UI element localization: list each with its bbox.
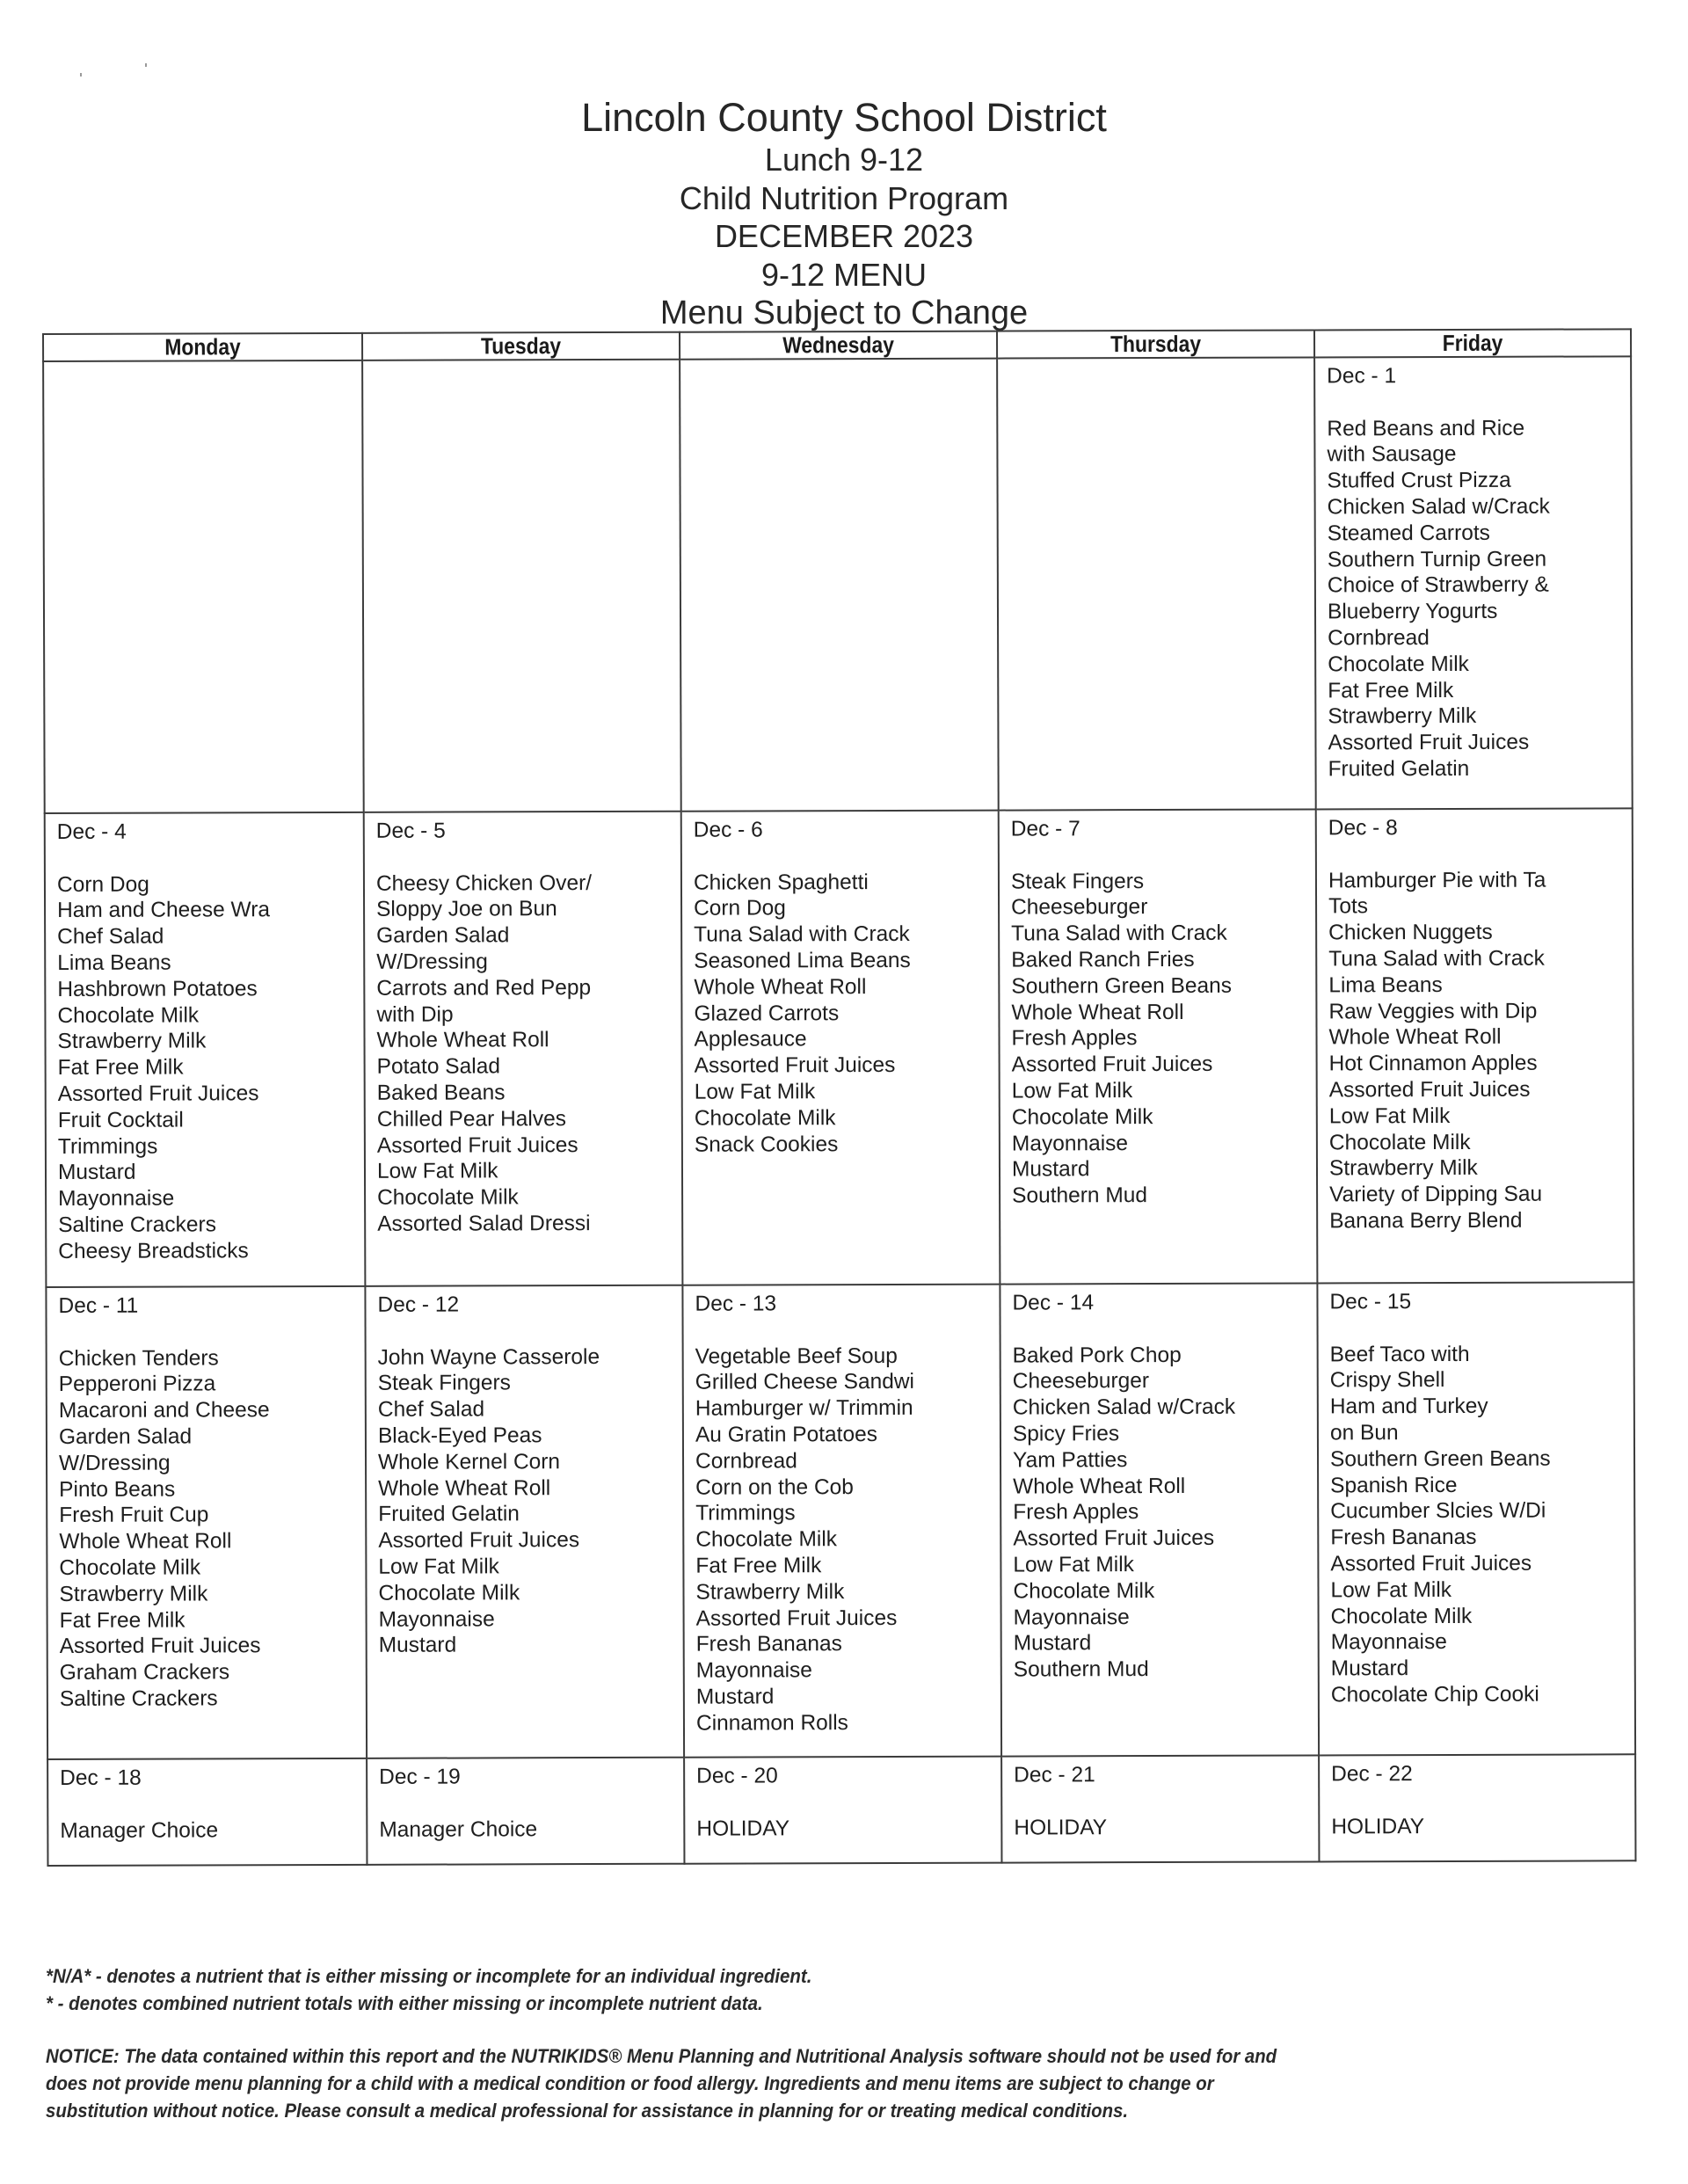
menu-item: Strawberry Milk (1328, 704, 1477, 729)
district-title: Lincoln County School District (581, 95, 1107, 140)
menu-item: Chocolate Milk (1011, 1104, 1153, 1130)
menu-item: Pinto Beans (59, 1477, 176, 1502)
day-date: Dec - 6 (693, 818, 763, 842)
day-date: Dec - 21 (1014, 1763, 1095, 1787)
menu-item: Corn on the Cob (695, 1474, 854, 1500)
menu-item: Cornbread (695, 1449, 797, 1474)
menu-item: Mayonnaise (58, 1186, 175, 1212)
menu-item: Fresh Bananas (1330, 1525, 1477, 1550)
menu-item: Fruited Gelatin (1328, 756, 1470, 782)
day-cell (1000, 1283, 1319, 1756)
menu-item: Steak Fingers (377, 1371, 511, 1396)
menu-item: Manager Choice (60, 1818, 219, 1843)
menu-item: Hashbrown Potatoes (57, 977, 258, 1001)
menu-item: Mustard (1011, 1157, 1090, 1182)
menu-item: Potato Salad (376, 1054, 500, 1079)
menu-item: Southern Green Beans (1011, 973, 1233, 999)
menu-item: Chicken Salad w/Crack (1012, 1394, 1236, 1420)
menu-item: with Sausage (1327, 442, 1457, 467)
menu-item: Southern Green Beans (1329, 1446, 1551, 1472)
day-date: Dec - 15 (1329, 1290, 1412, 1314)
menu-item: Fat Free Milk (57, 1055, 184, 1081)
menu-item: Fresh Apples (1013, 1500, 1139, 1525)
menu-item: Cheeseburger (1011, 895, 1148, 920)
day-date: Dec - 19 (379, 1765, 461, 1789)
menu-item: Grilled Cheese Sandwi (695, 1370, 915, 1395)
menu-item: Cheeseburger (1012, 1369, 1150, 1394)
menu-item: Assorted Fruit Juices (59, 1634, 261, 1659)
menu-item: Mayonnaise (1330, 1630, 1447, 1655)
menu-item: Applesauce (694, 1027, 807, 1052)
menu-item: Fat Free Milk (695, 1554, 822, 1578)
menu-item: Fresh Apples (1011, 1026, 1138, 1051)
menu-item: Graham Crackers (59, 1660, 230, 1685)
menu-item: Mustard (378, 1633, 457, 1658)
menu-item: Fat Free Milk (59, 1608, 186, 1633)
week-row (45, 808, 1634, 1287)
notice-line: does not provide menu planning for a child with a medical condition or food allergy. Ingredients and menu items are subject to change or (46, 2072, 1214, 2094)
menu-item: Spicy Fries (1012, 1422, 1120, 1446)
menu-item: W/Dressing (376, 950, 488, 974)
menu-item: Mayonnaise (1011, 1131, 1129, 1156)
menu-item: Manager Choice (379, 1817, 538, 1842)
menu-item: Assorted Fruit Juices (1328, 730, 1530, 755)
menu-item: Assorted Fruit Juices (695, 1605, 898, 1631)
day-cell (1317, 1282, 1635, 1755)
day-date: Dec - 18 (60, 1765, 142, 1790)
menu-item: Strawberry Milk (1328, 1156, 1478, 1181)
day-cell (1316, 808, 1634, 1283)
menu-item: Cinnamon Rolls (695, 1710, 848, 1736)
menu-item: Hamburger Pie with Ta (1328, 868, 1546, 893)
day-cell (367, 1758, 684, 1865)
menu-item: Assorted Fruit Juices (57, 1081, 259, 1106)
menu-grade-range: 9-12 MENU (760, 256, 928, 293)
menu-item: Low Fat Milk (376, 1159, 498, 1184)
menu-item: Low Fat Milk (1013, 1553, 1134, 1577)
day-date: Dec - 1 (1327, 364, 1397, 389)
day-cell (1001, 1755, 1319, 1862)
menu-item: Seasoned Lima Beans (694, 948, 911, 973)
menu-item: Whole Wheat Roll (59, 1529, 232, 1554)
document-header (0, 95, 1688, 332)
menu-item: Low Fat Milk (694, 1080, 816, 1104)
weekday-header-wednesday: Wednesday (699, 331, 979, 360)
menu-item: HOLIDAY (1014, 1816, 1108, 1840)
day-cell (999, 809, 1318, 1284)
menu-item: Snack Cookies (694, 1132, 839, 1157)
menu-item: Assorted Fruit Juices (1330, 1551, 1532, 1576)
menu-item: Cheesy Breadsticks (58, 1239, 249, 1263)
menu-item: Strawberry Milk (57, 1029, 207, 1054)
menu-item: Low Fat Milk (1011, 1079, 1133, 1103)
menu-item: Whole Wheat Roll (376, 1028, 549, 1053)
menu-item: Chef Salad (57, 924, 164, 950)
asterisk-footnote: * - denotes combined nutrient totals with either missing or incomplete nutrient data. (46, 1992, 763, 2014)
menu-item: HOLIDAY (1331, 1814, 1425, 1839)
menu-item: Chicken Salad w/Crack (1327, 494, 1550, 520)
menu-item: with Dip (376, 1002, 454, 1027)
menu-item: Blueberry Yogurts (1327, 599, 1498, 624)
menu-item: Cucumber Slcies W/Di (1330, 1499, 1546, 1524)
menu-month: DECEMBER 2023 (714, 218, 974, 254)
menu-item: Assorted Fruit Juices (1013, 1525, 1215, 1551)
menu-item: Strawberry Milk (695, 1579, 845, 1605)
menu-item: Pepperoni Pizza (58, 1372, 216, 1397)
weekday-header-tuesday: Tuesday (382, 332, 661, 360)
menu-item: Mustard (695, 1685, 775, 1709)
menu-item: Lima Beans (1328, 972, 1443, 998)
menu-item: Carrots and Red Pepp (376, 975, 592, 1001)
menu-item: Vegetable Beef Soup (695, 1343, 898, 1369)
menu-item: Chocolate Milk (1328, 652, 1469, 677)
menu-item: Assorted Fruit Juices (1328, 1077, 1531, 1103)
menu-item: Chocolate Milk (694, 1105, 836, 1131)
menu-item: Red Beans and Rice (1327, 416, 1525, 441)
empty-day-cell (362, 360, 681, 812)
menu-item: Fresh Bananas (695, 1632, 842, 1657)
menu-item: Yam Patties (1012, 1447, 1128, 1473)
menu-item: Low Fat Milk (1330, 1577, 1452, 1603)
menu-item: Fresh Fruit Cup (59, 1503, 209, 1528)
day-date: Dec - 11 (58, 1293, 139, 1318)
menu-item: Chicken Nuggets (1328, 921, 1493, 945)
menu-item: Whole Wheat Roll (378, 1475, 551, 1501)
na-footnote: *N/A* - denotes a nutrient that is either missing or incomplete for an individual ingredient. (46, 1965, 812, 1987)
menu-item: Baked Ranch Fries (1011, 947, 1195, 972)
menu-item: Mustard (1330, 1656, 1409, 1681)
empty-day-cell (997, 357, 1316, 810)
menu-item: Whole Wheat Roll (1328, 1025, 1502, 1050)
menu-item: Cheesy Chicken Over/ (375, 870, 593, 896)
weekday-header-friday: Friday (1334, 329, 1612, 357)
menu-item: Assorted Fruit Juices (694, 1053, 896, 1078)
menu-item: Southern Mud (1012, 1183, 1148, 1208)
day-cell (684, 1757, 1001, 1864)
day-cell (681, 811, 1000, 1285)
menu-item: Low Fat Milk (1328, 1103, 1451, 1129)
menu-item: Low Fat Milk (378, 1554, 499, 1579)
menu-item: Southern Mud (1013, 1657, 1149, 1682)
menu-item: Macaroni and Cheese (58, 1398, 270, 1423)
menu-item: Chocolate Milk (59, 1555, 201, 1580)
menu-item: W/Dressing (58, 1451, 171, 1475)
week-row (47, 1754, 1635, 1866)
menu-item: Trimmings (57, 1134, 158, 1159)
day-date: Dec - 12 (377, 1292, 460, 1317)
scan-speck (145, 63, 147, 67)
menu-calendar (42, 328, 1636, 1867)
week-row (43, 356, 1633, 813)
menu-item: Chocolate Milk (695, 1527, 838, 1552)
menu-item: Whole Wheat Roll (694, 974, 867, 1000)
scan-speck (80, 73, 82, 76)
menu-item: Cornbread (1328, 626, 1430, 651)
menu-item: Whole Kernel Corn (377, 1449, 561, 1474)
program-name: Child Nutrition Program (679, 179, 1009, 216)
menu-item: Whole Wheat Roll (1013, 1474, 1186, 1499)
menu-item: Lima Beans (57, 950, 171, 975)
menu-item: Baked Pork Chop (1012, 1343, 1182, 1368)
menu-item: Variety of Dipping Sau (1329, 1182, 1543, 1207)
day-date: Dec - 22 (1331, 1762, 1413, 1787)
day-date: Dec - 20 (696, 1764, 778, 1788)
menu-item: Saltine Crackers (59, 1686, 218, 1711)
day-cell (364, 812, 683, 1286)
notice-line: NOTICE: The data contained within this report and the NUTRIKIDS® Menu Planning and Nutritional Analysis software should not be used for and (46, 2045, 1277, 2067)
menu-item: Tots (1328, 894, 1369, 919)
menu-item: Fruit Cocktail (57, 1108, 184, 1132)
menu-item: Sloppy Joe on Bun (376, 897, 557, 922)
menu-item: Mustard (57, 1161, 136, 1185)
weekday-header-row (43, 329, 1631, 361)
menu-item: Corn Dog (56, 872, 149, 897)
notice-line: substitution without notice. Please consult a medical professional for assistance in planning for or treating medical conditions. (46, 2100, 1128, 2122)
menu-item: Tuna Salad with Crack (694, 922, 910, 947)
day-cell (1319, 1754, 1635, 1861)
menu-disclaimer: Menu Subject to Change (659, 295, 1029, 331)
day-cell (682, 1285, 1001, 1758)
menu-item: Raw Veggies with Dip (1328, 999, 1538, 1023)
menu-item: Whole Wheat Roll (1011, 1000, 1184, 1025)
weekday-header-thursday: Thursday (1016, 331, 1296, 359)
menu-item: Fruited Gelatin (378, 1502, 520, 1527)
menu-item: Glazed Carrots (694, 1001, 840, 1026)
menu-item: Southern Turnip Green (1327, 547, 1547, 571)
menu-item: Chocolate Milk (378, 1581, 520, 1605)
menu-item: Mayonnaise (1013, 1605, 1130, 1630)
menu-item: Ham and Cheese Wra (57, 898, 271, 923)
week-row (46, 1282, 1635, 1759)
day-cell (47, 1758, 367, 1866)
menu-item: HOLIDAY (696, 1816, 790, 1841)
day-cell (46, 1286, 367, 1759)
menu-item: Fat Free Milk (1328, 678, 1454, 703)
menu-item: Mayonnaise (378, 1606, 495, 1632)
menu-item: Chicken Tenders (58, 1345, 219, 1371)
menu-item: Mustard (1013, 1631, 1092, 1656)
day-cell (45, 812, 366, 1287)
day-date: Dec - 13 (695, 1292, 777, 1316)
menu-item: Garden Salad (58, 1424, 193, 1449)
menu-item: Hot Cinnamon Apples (1328, 1051, 1538, 1076)
day-date: Dec - 5 (375, 819, 446, 843)
menu-item: Spanish Rice (1330, 1473, 1458, 1497)
day-date: Dec - 8 (1328, 816, 1398, 841)
weekday-header-monday: Monday (62, 333, 344, 361)
meal-type: Lunch 9-12 (764, 142, 924, 178)
menu-item: on Bun (1329, 1421, 1399, 1445)
menu-item: Black-Eyed Peas (377, 1423, 542, 1448)
menu-item: Trimmings (695, 1501, 796, 1526)
menu-item: Banana Berry Blend (1329, 1208, 1523, 1234)
menu-item: Chilled Pear Halves (376, 1106, 567, 1132)
menu-item: Mayonnaise (695, 1658, 812, 1683)
menu-item: Corn Dog (694, 896, 786, 921)
menu-item: Tuna Salad with Crack (1011, 921, 1227, 946)
menu-item: Chocolate Milk (1013, 1578, 1155, 1604)
day-cell (365, 1285, 684, 1758)
menu-item: Chocolate Milk (1330, 1604, 1473, 1628)
menu-item: Stuffed Crust Pizza (1327, 468, 1511, 493)
nutrikids-notice (46, 2042, 1637, 2124)
menu-item: Garden Salad (376, 923, 510, 948)
menu-item: Au Gratin Potatoes (695, 1423, 877, 1447)
day-date: Dec - 7 (1010, 817, 1080, 841)
menu-item: John Wayne Casserole (377, 1344, 600, 1370)
menu-item: Baked Beans (376, 1081, 506, 1105)
menu-item: Chocolate Milk (1328, 1130, 1471, 1154)
empty-day-cell (43, 360, 364, 813)
menu-item: Strawberry Milk (59, 1582, 208, 1606)
menu-item: Assorted Fruit Juices (1011, 1052, 1213, 1077)
menu-item: Assorted Fruit Juices (376, 1132, 578, 1158)
menu-item: Steak Fingers (1010, 869, 1145, 894)
menu-item: Steamed Carrots (1327, 521, 1490, 546)
menu-item: Tuna Salad with Crack (1328, 946, 1545, 972)
menu-item: Chocolate Milk (377, 1185, 519, 1210)
day-date: Dec - 4 (56, 819, 127, 844)
menu-item: Beef Taco with (1329, 1342, 1470, 1366)
footnotes (46, 1962, 1655, 2124)
menu-item: Hamburger w/ Trimmin (695, 1396, 913, 1421)
menu-item: Chocolate Chip Cooki (1330, 1682, 1539, 1707)
menu-item: Crispy Shell (1329, 1368, 1445, 1393)
menu-item: Choice of Strawberry & (1327, 572, 1549, 598)
menu-item: Ham and Turkey (1329, 1394, 1488, 1419)
menu-item: Chicken Spaghetti (693, 870, 869, 895)
day-cell (1314, 356, 1633, 809)
empty-day-cell (680, 359, 999, 812)
menu-item: Assorted Fruit Juices (378, 1528, 580, 1553)
menu-item: Assorted Salad Dressi (377, 1211, 591, 1236)
menu-item: Saltine Crackers (58, 1212, 216, 1237)
day-date: Dec - 14 (1012, 1291, 1095, 1315)
menu-item: Chocolate Milk (57, 1003, 200, 1028)
menu-item: Chef Salad (377, 1397, 485, 1422)
